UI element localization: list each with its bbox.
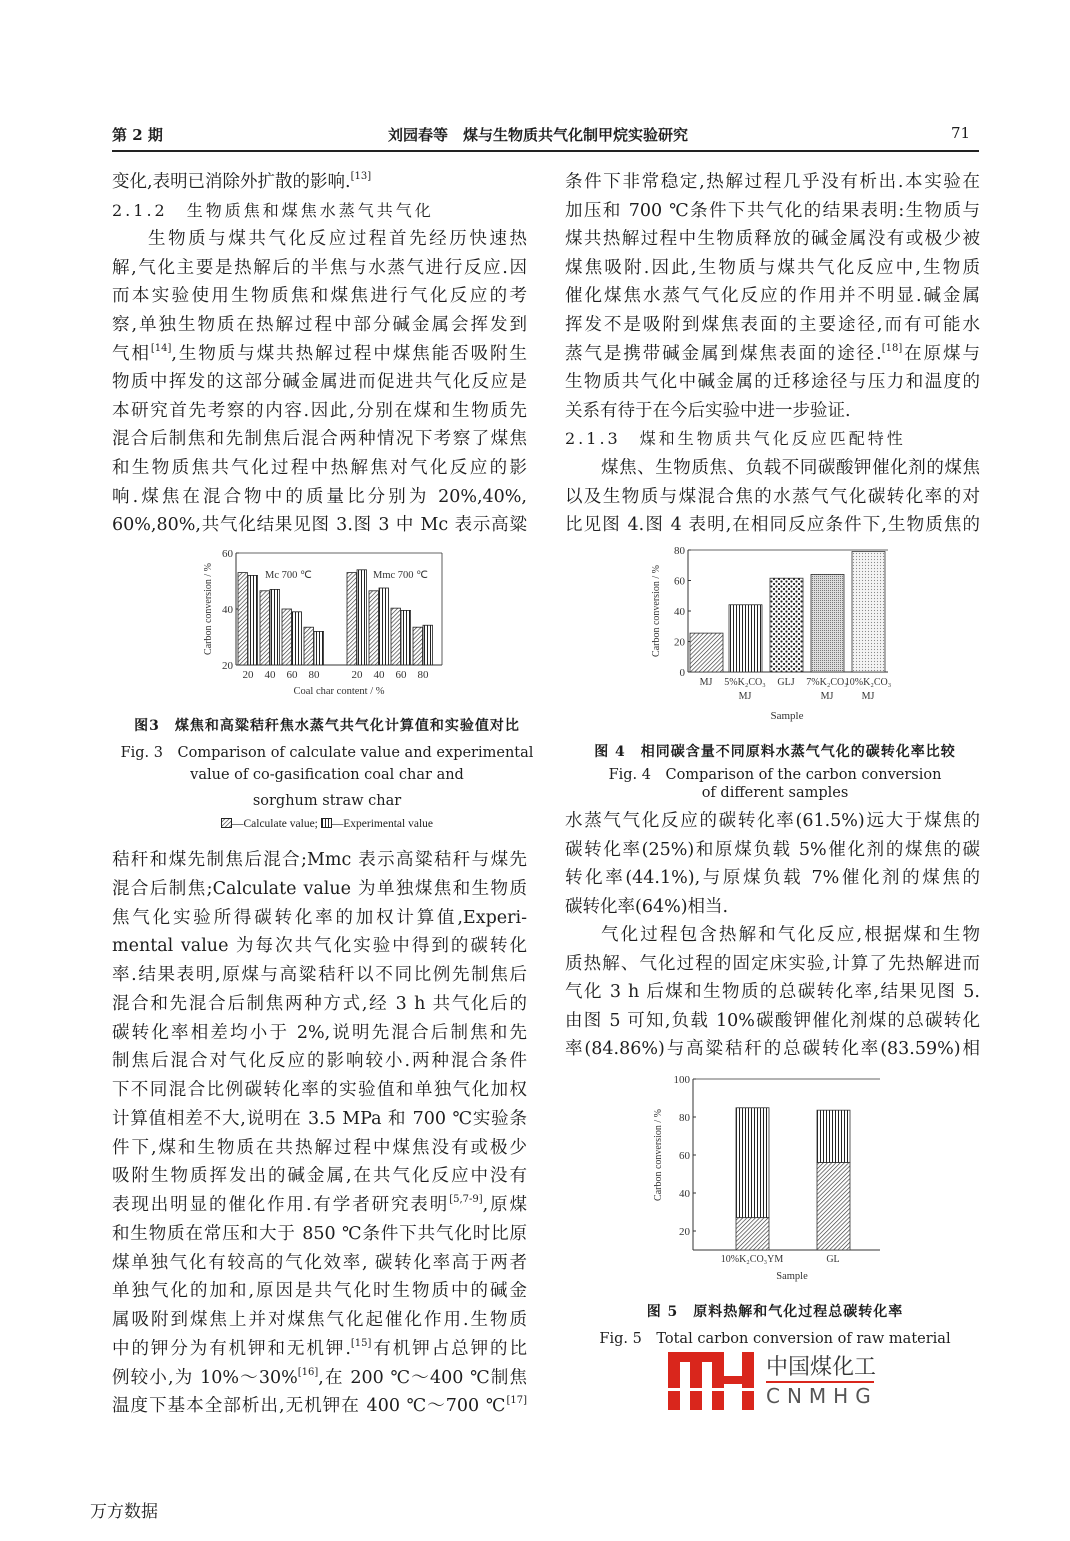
- x-tick-label: 7%K₂CO₃: [806, 677, 848, 688]
- text-line: [565, 198, 980, 224]
- citation: [13]: [350, 171, 372, 182]
- bar-gasification-segment: [817, 1110, 850, 1162]
- y-tick-label: 60: [679, 1150, 690, 1162]
- text-line: [112, 398, 527, 424]
- text-segment: 挥发不是吸附到煤焦表面的主要途径,而有可能水: [565, 315, 980, 335]
- text-line: [565, 837, 980, 863]
- text-segment: 吸附生物质挥发出的碱金属,在共气化反应中没有: [112, 1166, 527, 1187]
- text-segment: 混合后制焦和先制焦后混合两种情况下考察了煤焦: [112, 429, 527, 450]
- x-tick-label: 10%K₂CO₃: [844, 677, 892, 688]
- y-axis-title: Carbon conversion / %: [203, 563, 214, 655]
- y-axis-title: Carbon conversion / %: [651, 565, 662, 657]
- text-segment: 煤单独气化有较高的气化效率, 碳转化率高于两者: [112, 1252, 527, 1273]
- text-line: [112, 455, 527, 481]
- text-line: [565, 255, 980, 281]
- text-segment: 条件下非常稳定,热解过程几乎没有析出.本实验在: [565, 172, 980, 192]
- bar-calculate: [413, 627, 423, 665]
- text-segment: 在原煤与: [902, 343, 980, 364]
- legend-hatch-swatch: [221, 818, 232, 828]
- x-tick-label: MJ: [699, 677, 713, 688]
- citation: [14]: [150, 342, 172, 354]
- x-tick-label: 20: [242, 669, 254, 681]
- fig3-caption-cn: 图3 煤焦和高粱秸秆焦水蒸气共气化计算值和实验值对比: [134, 718, 520, 734]
- bar-experimental: [314, 631, 324, 665]
- bar: [770, 578, 803, 672]
- y-tick-label: 20: [222, 660, 233, 672]
- text-segment: 件下,煤和生物质在共热解过程中煤焦没有或极少: [112, 1137, 527, 1158]
- text-segment: 变化,表明已消除外扩散的影响.: [112, 172, 351, 192]
- text-segment: 单独气化的加和,原因是共气化时生物质中的碱金: [112, 1281, 527, 1302]
- text-segment: 混合和先混合后制焦两种方式,经 3 h 共气化后的: [112, 993, 527, 1014]
- citation: [18]: [881, 342, 903, 354]
- bar-pyrolysis-segment: [817, 1163, 850, 1250]
- x-tick-label: 60: [395, 669, 407, 681]
- fig3-caption-en-2: value of co-gasification coal char and: [190, 767, 464, 783]
- text-line: [112, 1221, 527, 1247]
- bar-calculate: [304, 627, 314, 665]
- fig5-caption-cn: 图 5 原料热解和气化过程总碳转化率: [646, 1304, 904, 1320]
- x-tick-label-line2: MJ: [861, 691, 875, 702]
- y-tick-label: 20: [679, 1226, 690, 1238]
- bar-experimental: [379, 588, 389, 665]
- x-tick-label: 10%K₂CO₃YM: [720, 1254, 784, 1265]
- fig5-caption-en: Fig. 5 Total carbon conversion of raw material: [599, 1331, 951, 1347]
- text-line: [565, 398, 980, 424]
- text-line: [112, 847, 527, 873]
- text-segment: 碳转化率(64%)相当.: [565, 896, 729, 917]
- bar-calculate: [369, 591, 379, 665]
- text-segment: 60%,80%,共气化结果见图 3.图 3 中 Mc 表示高粱: [112, 515, 527, 536]
- text-segment: 转化率(44.1%),与原煤负载 7%催化剂的煤焦的: [565, 868, 980, 889]
- bar-calculate: [282, 609, 292, 665]
- text-segment: 气化 3 h 后煤和生物质的总碳转化率,结果见图 5.: [565, 982, 980, 1003]
- text-segment: 以及生物质与煤混合焦的水蒸气气化碳转化率的对: [565, 486, 980, 507]
- x-tick-label: 80: [308, 669, 320, 681]
- fig4-caption-en-1: Fig. 4 Comparison of the carbon conversion: [608, 767, 942, 783]
- section-heading: [565, 426, 980, 452]
- bar: [690, 633, 723, 672]
- fig4-caption-en-2: of different samples: [701, 785, 849, 801]
- text-segment: 下不同混合比例碳转化率的实验值和单独气化加权: [112, 1080, 527, 1100]
- text-line: [112, 1106, 527, 1132]
- text-line: [112, 341, 527, 367]
- text-segment: 表现出明显的催化作用.有学者研究表明: [112, 1195, 450, 1215]
- text-segment: 气化过程包含热解和气化反应,根据煤和生物: [601, 925, 980, 945]
- text-line: [112, 876, 527, 902]
- text-segment: ,在 200 ℃～400 ℃制焦: [318, 1367, 527, 1388]
- text-segment: 蒸气是携带碱金属到煤焦表面的途径.: [565, 343, 882, 364]
- text-segment: 2.1.3 煤和生物质共气化反应匹配特性: [565, 429, 906, 449]
- x-tick-label-line2: MJ: [820, 691, 834, 702]
- text-segment: 制焦后混合对气化反应的影响较小.两种混合条件: [112, 1051, 527, 1072]
- y-tick-label: 20: [674, 636, 685, 649]
- group-label: Mc 700 ℃: [265, 570, 312, 581]
- text-line: [565, 341, 980, 367]
- y-tick-label: 100: [673, 1074, 690, 1086]
- text-line: [112, 1077, 527, 1103]
- text-segment: 而本实验使用生物质焦和煤焦进行气化反应的考: [112, 286, 527, 307]
- logo-text-en: CNMHG: [766, 1384, 878, 1408]
- y-tick-label: 40: [674, 606, 685, 618]
- text-line: [565, 951, 980, 977]
- text-line: [112, 962, 527, 988]
- text-segment: 煤共热解过程中生物质释放的碱金属没有或极少被: [565, 229, 980, 250]
- fig4-caption-cn: 图 4 相同碳含量不同原料水蒸气气化的碳转化率比较: [594, 744, 956, 760]
- text-segment: 生物质与煤共气化反应过程首先经历快速热: [148, 229, 527, 250]
- text-line: [112, 1307, 527, 1333]
- text-segment: 煤焦吸附.因此,生物质与煤共气化反应中,生物质: [565, 257, 980, 278]
- text-segment: 焦气化实验所得碳转化率的加权计算值,Experi-: [112, 907, 527, 928]
- text-line: [112, 283, 527, 309]
- text-line: [112, 1163, 527, 1189]
- text-line: [112, 1278, 527, 1304]
- section-heading: [112, 198, 527, 224]
- text-segment: 关系有待于在今后实验中进一步验证.: [565, 400, 851, 421]
- text-segment: 质热解、气化过程的固定床实验,计算了先热解进而: [565, 953, 980, 974]
- text-segment: 碳转化率相差均小于 2%,说明先混合后制焦和先: [112, 1022, 527, 1043]
- bar-experimental: [423, 625, 433, 665]
- y-tick-label: 80: [679, 1112, 690, 1124]
- text-segment: 率.结果表明,原煤与高粱秸秆以不同比例先制焦后: [112, 965, 527, 985]
- y-tick-label: 0: [679, 667, 685, 679]
- text-line: [112, 1365, 527, 1391]
- text-line: [112, 1135, 527, 1161]
- x-tick-label: 60: [286, 669, 298, 681]
- text-segment: 属吸附到煤焦上并对煤焦气化起催化作用.生物质: [112, 1310, 527, 1330]
- text-segment: 生物质共气化中碱金属的迁移途径与压力和温度的: [565, 372, 980, 393]
- text-line: [112, 226, 527, 252]
- legend-vertical-swatch: [321, 818, 332, 828]
- cnmhg-logo: [668, 1350, 878, 1412]
- text-line: [112, 1020, 527, 1046]
- x-tick-label: GL: [826, 1254, 840, 1265]
- text-segment: 解,气化主要是热解后的半焦与水蒸气进行反应.因: [112, 257, 527, 278]
- text-segment: 由图 5 可知,负载 10%碳酸钾催化剂煤的总碳转化: [565, 1010, 980, 1031]
- bar: [729, 605, 762, 672]
- text-segment: 计算值相差不大,说明在 3.5 MPa 和 700 ℃实验条: [112, 1108, 527, 1129]
- bar-pyrolysis-segment: [736, 1218, 769, 1250]
- text-line: [565, 894, 980, 920]
- text-line: [565, 1008, 980, 1034]
- text-line: [565, 369, 980, 395]
- figure-5-chart: [640, 1070, 890, 1285]
- text-segment: 催化煤焦水蒸气气化反应的作用并不明显.碱金属: [565, 286, 980, 307]
- text-segment: ,生物质与煤共热解过程中煤焦能否吸附生: [171, 343, 527, 364]
- text-line: [112, 369, 527, 395]
- text-segment: 混合后制焦;Calculate value 为单独煤焦和生物质: [112, 878, 527, 899]
- text-line: [565, 922, 980, 948]
- text-line: [565, 312, 980, 338]
- text-segment: 响.煤焦在混合物中的质量比分别为 20%,40%,: [112, 486, 527, 507]
- text-segment: 加压和 700 ℃条件下共气化的结果表明:生物质与: [565, 200, 980, 221]
- bar-calculate: [238, 573, 248, 665]
- bar-experimental: [401, 610, 411, 665]
- x-axis-title: Sample: [776, 1271, 808, 1282]
- text-segment: 例较小,为 10%～30%: [112, 1367, 298, 1388]
- text-segment: 比见图 4.图 4 表明,在相同反应条件下,生物质焦的: [565, 515, 980, 536]
- footer-source: 万方数据: [90, 1502, 158, 1522]
- logo-text-cn: 中国煤化工: [766, 1355, 877, 1380]
- x-tick-label-line2: MJ: [738, 691, 752, 702]
- x-tick-label: 40: [264, 669, 276, 681]
- text-line: [565, 455, 980, 481]
- text-line: [112, 1250, 527, 1276]
- citation: [17]: [506, 1395, 527, 1407]
- text-line: [112, 426, 527, 452]
- text-segment: 察,单独生物质在热解过程中部分碱金属会挥发到: [112, 315, 527, 335]
- y-tick-label: 60: [674, 575, 685, 588]
- fig3-caption-en-3: sorghum straw char: [252, 793, 402, 809]
- bar-experimental: [248, 575, 258, 665]
- bar-experimental: [292, 612, 302, 665]
- bar-calculate: [347, 573, 357, 665]
- header-rule: [112, 150, 979, 152]
- x-tick-label: 20: [351, 669, 363, 681]
- text-segment: 率(84.86%)与高粱秸秆的总碳转化率(83.59%)相: [565, 1039, 980, 1060]
- citation: [15]: [350, 1337, 372, 1349]
- text-segment: 物质中挥发的这部分碱金属进而促进共气化反应是: [112, 372, 527, 393]
- text-line: [112, 169, 527, 195]
- x-tick-label: 5%K₂CO₃: [724, 677, 766, 688]
- figure-4-chart: [640, 540, 910, 725]
- logo-mark-icon: [668, 1350, 758, 1412]
- text-segment: 水蒸气气化反应的碳转化率(61.5%)远大于煤焦的: [565, 811, 980, 831]
- text-line: [565, 979, 980, 1005]
- bar-calculate: [260, 591, 270, 665]
- y-tick-label: 80: [674, 545, 685, 557]
- y-axis-title: Carbon conversion / %: [653, 1109, 664, 1201]
- fig3-legend: [112, 818, 542, 830]
- bar-calculate: [391, 608, 401, 665]
- text-line: [112, 933, 527, 959]
- text-line: [565, 484, 980, 510]
- text-segment: 碳转化率(25%)和原煤负载 5%催化剂的煤焦的碳: [565, 839, 980, 860]
- running-title: 刘园春等 煤与生物质共气化制甲烷实验研究: [388, 126, 689, 144]
- bar-experimental: [270, 589, 280, 665]
- bar-gasification-segment: [736, 1108, 769, 1218]
- text-line: [112, 255, 527, 281]
- text-line: [112, 1048, 527, 1074]
- bar: [811, 574, 844, 672]
- x-tick-label: 40: [373, 669, 385, 681]
- x-tick-label: 80: [417, 669, 429, 681]
- page-number: 71: [951, 124, 971, 142]
- text-segment: 和生物质在常压和大于 850 ℃条件下共气化时比原: [112, 1223, 527, 1244]
- text-segment: 气相: [112, 343, 151, 364]
- citation: [16]: [297, 1366, 319, 1378]
- figure-3-chart: [190, 545, 450, 700]
- text-segment: 煤焦、生物质焦、负载不同碳酸钾催化剂的煤焦: [601, 458, 980, 478]
- y-tick-label: 40: [222, 604, 233, 616]
- text-line: [112, 1192, 527, 1218]
- x-tick-label: GLJ: [777, 677, 795, 688]
- text-segment: 温度下基本全部析出,无机钾在 400 ℃～700 ℃: [112, 1396, 507, 1417]
- text-segment: 2.1.2 生物质焦和煤焦水蒸气共气化: [112, 200, 434, 220]
- text-line: [565, 283, 980, 309]
- text-segment: 中的钾分为有机钾和无机钾.: [112, 1338, 351, 1359]
- logo-divider: [766, 1381, 874, 1383]
- text-segment: mental value 为每次共气化实验中得到的碳转化: [112, 936, 527, 957]
- x-axis-title: Sample: [770, 710, 804, 722]
- text-line: [112, 1336, 527, 1362]
- text-segment: 秸秆和煤先制焦后混合;Mmc 表示高粱秸秆与煤先: [112, 850, 527, 870]
- citation: [5,7-9]: [449, 1194, 483, 1205]
- text-line: [565, 512, 980, 538]
- text-line: [112, 512, 527, 538]
- text-line: [565, 169, 980, 195]
- text-line: [112, 1393, 527, 1419]
- text-segment: 和生物质焦共气化过程中热解焦对气化反应的影: [112, 458, 527, 478]
- text-line: [112, 312, 527, 338]
- text-line: [565, 1036, 980, 1062]
- legend-experimental-label: —Experimental value: [331, 818, 433, 830]
- text-line: [112, 905, 527, 931]
- fig3-caption-en-1: Fig. 3 Comparison of calculate value and experimental: [120, 745, 534, 761]
- text-line: [112, 484, 527, 510]
- text-line: [112, 991, 527, 1017]
- text-line: [565, 226, 980, 252]
- text-line: [565, 865, 980, 891]
- bar: [852, 552, 885, 672]
- y-tick-label: 60: [222, 548, 233, 560]
- legend-calculate-label: —Calculate value;: [231, 818, 318, 830]
- issue-number: 第 2 期: [112, 126, 163, 144]
- bar-experimental: [357, 570, 367, 665]
- text-segment: 本研究首先考察的内容.因此,分别在煤和生物质先: [112, 400, 527, 421]
- y-tick-label: 40: [679, 1188, 690, 1200]
- x-axis-title: Coal char content / %: [293, 686, 385, 697]
- text-line: [565, 808, 980, 834]
- text-segment: 有机钾占总钾的比: [371, 1338, 527, 1359]
- text-segment: ,原煤: [482, 1195, 527, 1215]
- group-label: Mmc 700 ℃: [373, 570, 428, 581]
